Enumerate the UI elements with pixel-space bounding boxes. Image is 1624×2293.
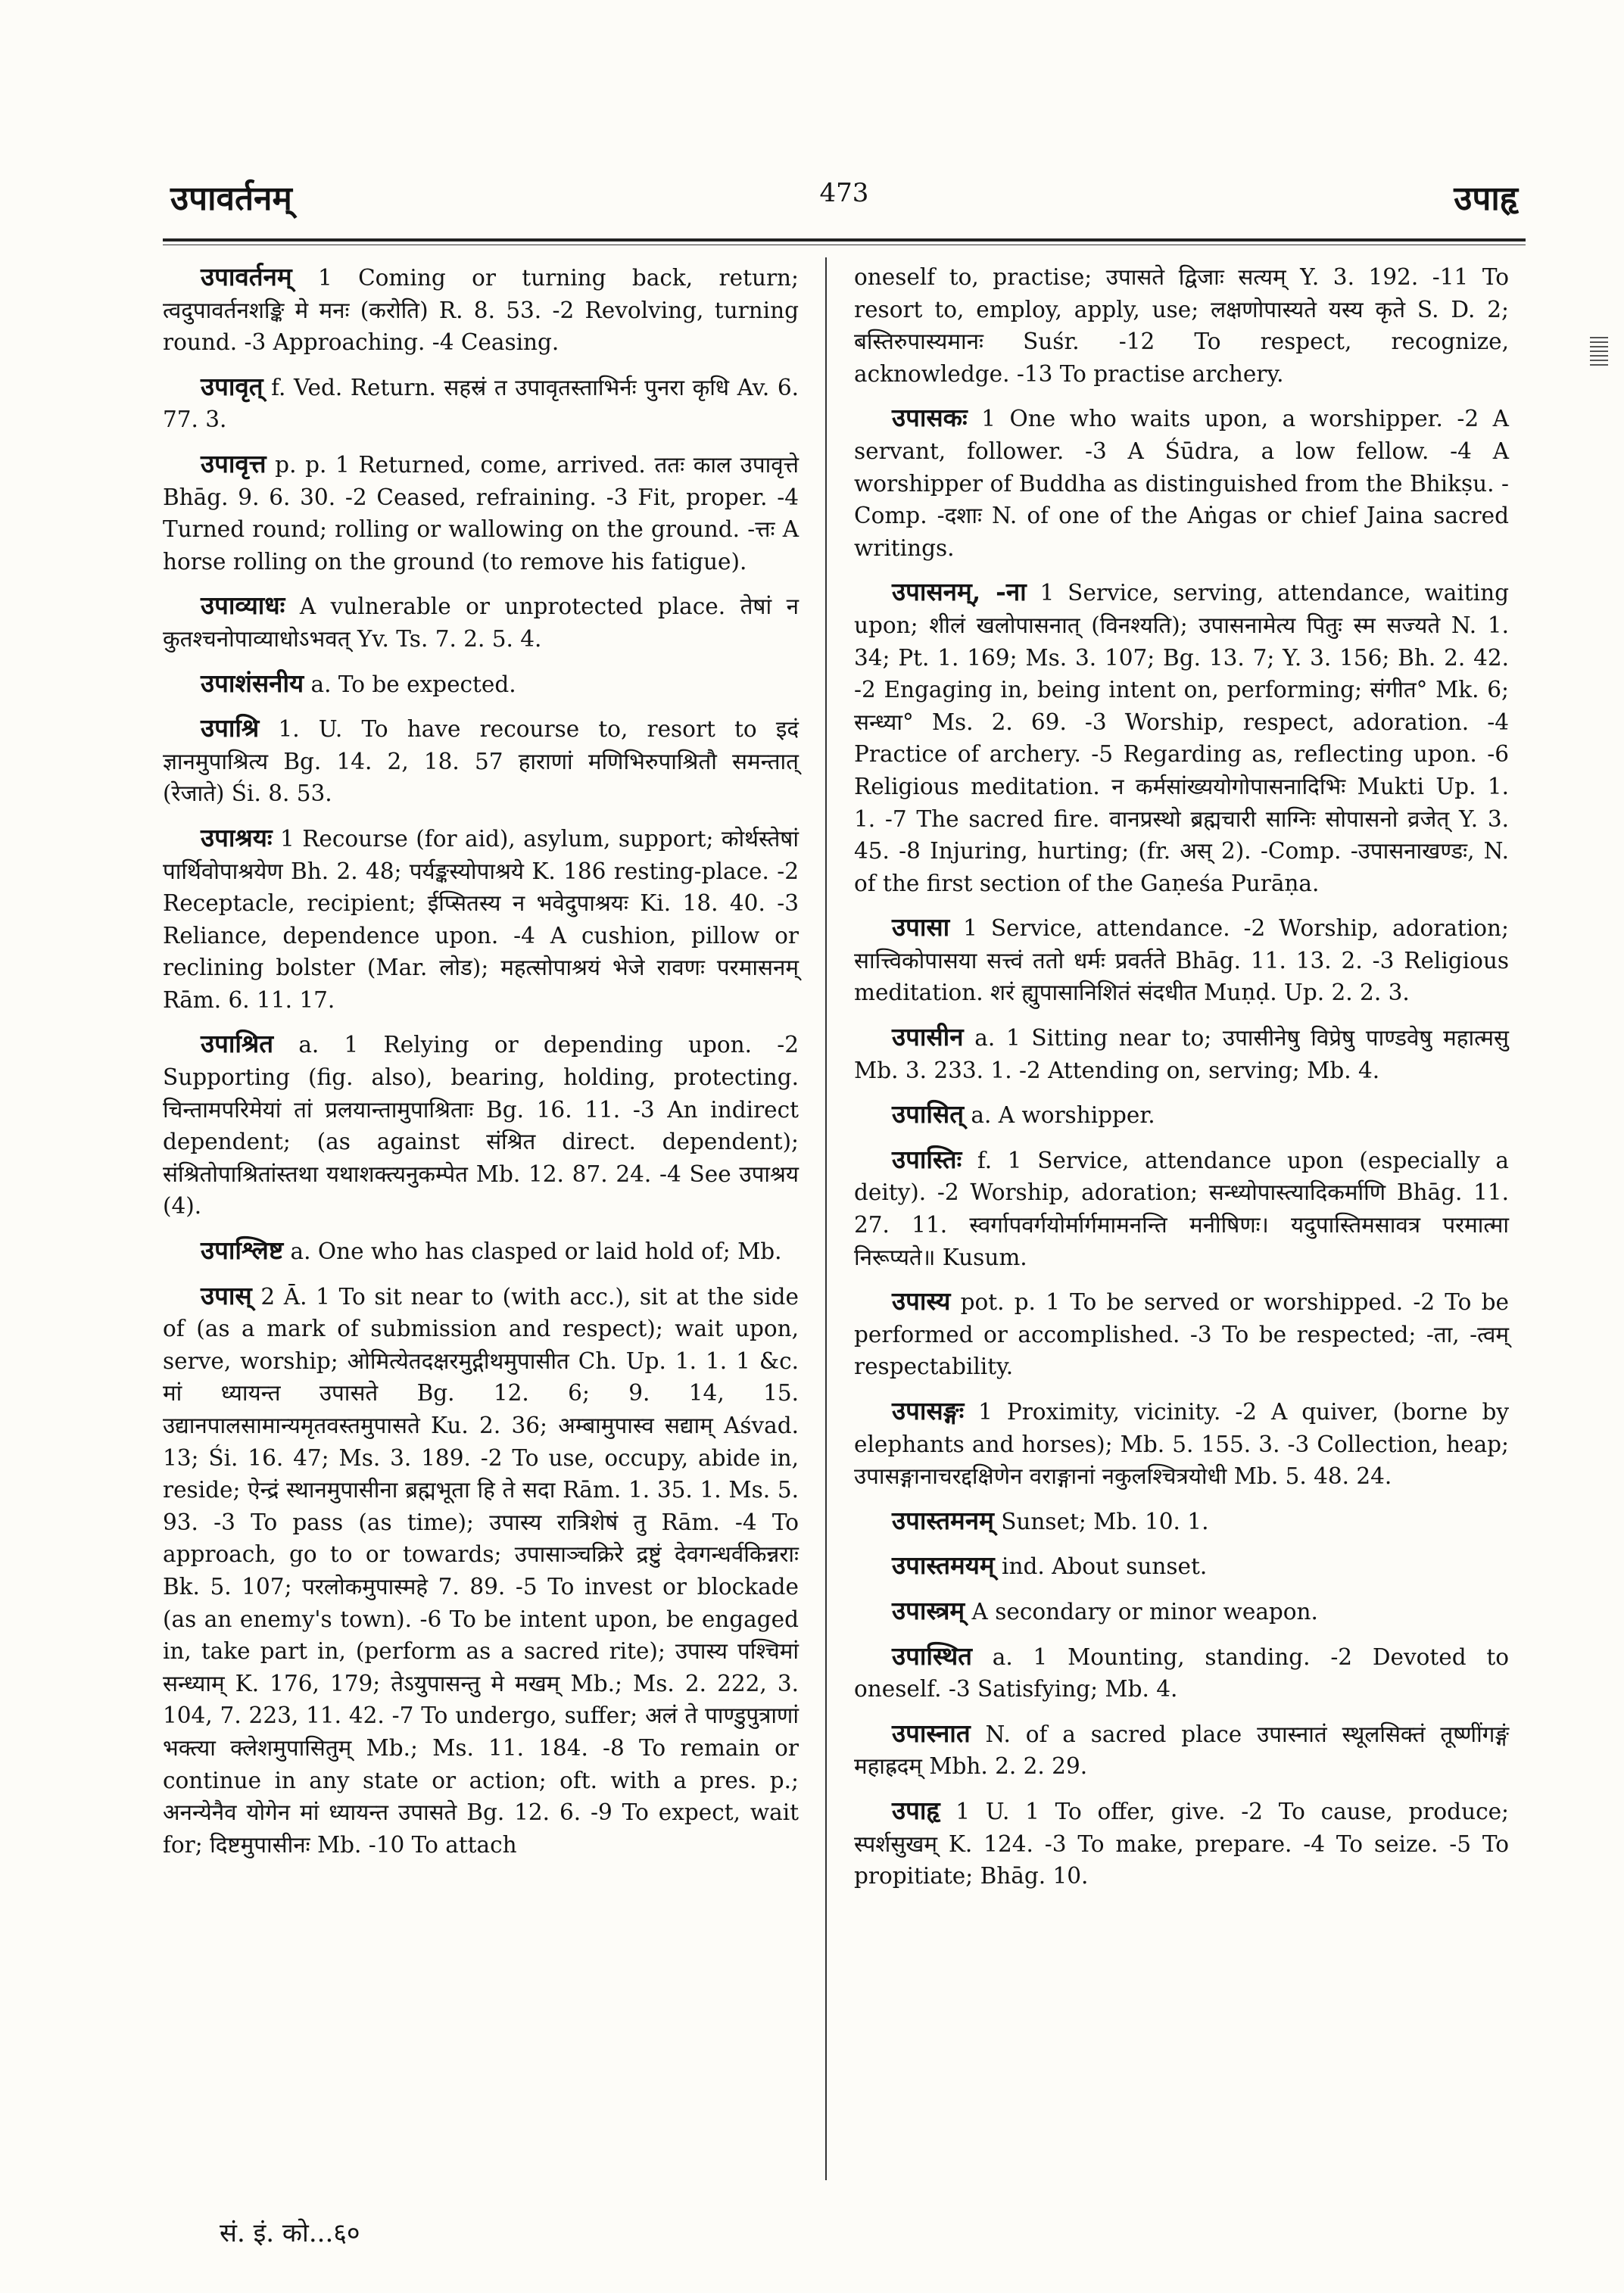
definition: 1 U. 1 To offer, give. -2 To cause, produce; स्पर्शसुखम् K. 124. -3 To make, prepare. -4 To seize. -5 To propitiate; Bhāg. 10. xyxy=(854,1798,1509,1890)
continued-entry: oneself to, practise; उपासते द्विजाः सत्यम् Y. 3. 192. -11 To resort to, employ, apply, use; लक्षणोपास्यते यस्य कृते S. D. 2; बस्तिरुपास्यमानः Suśr. -12 To respect, recognize, acknowledge. -13 To practise archery. xyxy=(854,264,1509,387)
headword: उपावर्तनम् xyxy=(201,262,292,291)
headword: उपासीन xyxy=(892,1022,964,1052)
dictionary-entry xyxy=(854,576,1509,899)
dictionary-entry xyxy=(854,911,1509,1009)
definition: 2 Ā. 1 To sit near to (with acc.), sit at the side of (as a mark of submission and respect); wait upon, serve, worship; ओमित्येतदक्षरमुद्गीथमुपासीत Ch. Up. 1. 1. 1 &c. मां ध्यायन्त उपासते Bg. 12. 6; 9. 14, 15. उद्यानपालसामान्यमृतवस्तमुपासते Ku. 2. 36; अम्बामुपास्व सद्याम् Aśvad. 13; Śi. 16. 47; Ms. 3. 189. -2 To use, occupy, abide in, reside; ऐन्द्रं स्थानमुपासीना ब्रह्मभूता हि ते सदा Rām. 1. 35. 1. Ms. 5. 93. -3 To pass (as time); उपास्य रात्रिशेषं तु Rām. -4 To approach, go to or towards; उपासाञ्चक्रिरे द्रष्टुं देवगन्धर्वकिन्नराः Bk. 5. 107; परलोकमुपास्महे 7. 89. -5 To invest or blockade (as an enemy's town). -6 To be intent upon, be engaged in, take part in, (perform as a sacred rite); उपास्य पश्चिमां सन्ध्याम् K. 176, 179; तेऽयुपासन्तु मे मखम् Mb.; Ms. 2. 222, 3. 104, 7. 223, 11. 42. -7 To undergo, suffer; अलं ते पाण्डुपुत्राणां भक्त्या क्लेशमुपासितुम् Mb.; Ms. 11. 184. -8 To remain or continue in any state or action; oft. with a pres. p.; अनन्येनैव योगेन मां ध्यायन्त उपासते Bg. 12. 6. -9 To expect, wait for; दिष्टमुपासीनः Mb. -10 To attach xyxy=(163,1283,799,1858)
dictionary-entry xyxy=(163,1235,799,1268)
headword: उपासङ्गः xyxy=(892,1396,965,1425)
dictionary-entry xyxy=(163,261,799,359)
dictionary-entry xyxy=(163,590,799,655)
headword: उपास् xyxy=(201,1280,252,1310)
definition: 1 Service, attendance. -2 Worship, adoration; सात्त्विकोपासया सत्त्वं ततो धर्मः प्रवर्तते Bhāg. 11. 13. 2. -3 Religious meditation. शरं ह्युपासानिशितं संदधीत Muṇḍ. Up. 2. 2. 3. xyxy=(854,915,1509,1006)
dictionary-entry xyxy=(854,402,1509,564)
headword: उपावृत्त xyxy=(201,448,267,478)
headword: उपास्य xyxy=(892,1286,951,1316)
definition: a. A worshipper. xyxy=(964,1102,1155,1129)
headword: उपाव्याधः xyxy=(201,590,285,621)
dictionary-entry xyxy=(163,448,799,578)
headword: उपाहृ xyxy=(892,1795,940,1825)
headword: उपासकः xyxy=(892,403,968,433)
headword: उपास्त्रम् xyxy=(892,1595,965,1625)
page-number: 473 xyxy=(819,178,869,208)
definition: a. 1 Relying or depending upon. -2 Supporting (fig. also), bearing, holding, protecting. चिन्तामपरिमेयां तां प्रलयान्तामुपाश्रिताः Bg. 16. 11. -3 An indirect dependent; (as against संश्रित direct. dependent); संश्रितोपाश्रितांस्तथा यथाशक्त्यनुकम्पेत Mb. 12. 87. 24. -4 See उपाश्रय (4). xyxy=(163,1032,799,1220)
page-header xyxy=(163,170,1526,231)
definition: f. 1 Service, attendance upon (especially a deity). -2 Worship, adoration; सन्ध्योपास्त्यादिकर्माणि Bhāg. 11. 27. 11. स्वर्गापवर्गयोर्मार्गमामनन्ति मनीषिणः। यदुपास्तिमसावत्र परमात्मा निरूप्यते॥ Kusum. xyxy=(854,1147,1509,1270)
dictionary-entry xyxy=(163,712,799,810)
definition: p. p. 1 Returned, come, arrived. ततः काल उपावृत्ते Bhāg. 9. 6. 30. -2 Ceased, refraining. -3 Fit, proper. -4 Turned round; rolling or wallowing on the ground. -त्तः A horse rolling on the ground (to remove his fatigue). xyxy=(163,451,799,575)
dictionary-entry xyxy=(854,1395,1509,1493)
headword: उपास्तमयम् xyxy=(892,1550,995,1581)
definition: a. 1 Mounting, standing. -2 Devoted to oneself. -3 Satisfying; Mb. 4. xyxy=(854,1643,1509,1703)
dictionary-entry xyxy=(854,1285,1509,1383)
headword: उपाश्रि xyxy=(201,713,260,743)
dictionary-entry xyxy=(163,371,799,436)
headword: उपावृत् xyxy=(201,371,263,401)
dictionary-entry xyxy=(163,1028,799,1223)
dictionary-entry xyxy=(854,1795,1509,1893)
dictionary-entry xyxy=(854,1505,1509,1538)
footer-signature: सं. इं. को...६० xyxy=(220,2218,360,2248)
headword: उपास्नात xyxy=(892,1718,971,1748)
header-rule-thick xyxy=(163,238,1526,241)
definition: 1 Recourse (for aid), asylum, support; कोर्थस्तेषां पार्थिवोपाश्रयेण Bh. 2. 48; पर्यङ्कस्योपाश्रये K. 186 resting-place. -2 Receptacle, recipient; ईप्सितस्य न भवेदुपाश्रयः Ki. 18. 40. -3 Reliance, dependence upon. -4 A cushion, pillow or reclining bolster (Mar. लोड); महत्सोपाश्रयं भेजे रावणः परमासनम् Rām. 6. 11. 17. xyxy=(163,825,799,1013)
headword: उपास्थित xyxy=(892,1640,972,1671)
dictionary-entry xyxy=(854,1595,1509,1628)
dictionary-entry xyxy=(854,1550,1509,1583)
headword: उपासित् xyxy=(892,1099,965,1129)
headword: उपाश्लिष्ट xyxy=(201,1235,284,1266)
column-divider xyxy=(825,257,827,2180)
definition: 1. U. To have recourse to, resort to इदं ज्ञानमुपाश्रित्य Bg. 14. 2, 18. 57 हाराणां मणिभिरुपाश्रितौ समन्तात् (रेजाते) Śi. 8. 53. xyxy=(163,716,799,807)
dictionary-entry xyxy=(854,1718,1509,1783)
definition: N. of a sacred place उपास्नातं स्थूलसिक्तं तूष्णींगङ्गं महाह्रदम् Mbh. 2. 2. 29. xyxy=(854,1721,1509,1780)
dictionary-entry xyxy=(854,1640,1509,1706)
headword: उपास्तमनम् xyxy=(892,1505,994,1535)
definition: 1 Coming or turning back, return; त्वदुपावर्तनशङ्कि मे मनः (करोति) R. 8. 53. -2 Revolving, turning round. -3 Approaching. -4 Ceasing. xyxy=(163,265,799,356)
definition: a. To be expected. xyxy=(304,671,516,697)
dictionary-entry xyxy=(854,1144,1509,1273)
definition: A secondary or minor weapon. xyxy=(965,1598,1318,1625)
headword: उपास्तिः xyxy=(892,1144,962,1174)
definition: pot. p. 1 To be served or worshipped. -2 To be performed or accomplished. -3 To be respected; -ता, -त्वम् respectability. xyxy=(854,1289,1509,1380)
right-column xyxy=(854,261,1509,1905)
definition: a. One who has clasped or laid hold of; Mb. xyxy=(283,1238,782,1265)
dictionary-entry xyxy=(854,1021,1509,1086)
headword: उपाशंसनीय xyxy=(201,668,304,698)
left-column xyxy=(163,261,799,1873)
right-guide-word: उपाहृ xyxy=(1454,179,1518,218)
headword: उपासा xyxy=(892,912,950,942)
definition: 1 Proximity, vicinity. -2 A quiver, (borne by elephants and horses); Mb. 5. 155. 3. -3 Collection, heap; उपासङ्गानाचरद्दक्षिणेन वराङ्गानां नकुलश्चित्रयोधी Mb. 5. 48. 24. xyxy=(854,1399,1509,1490)
dictionary-entry xyxy=(163,1280,799,1862)
dictionary-entry xyxy=(163,668,799,701)
headword: उपाश्रयः xyxy=(201,822,273,852)
dictionary-entry xyxy=(163,822,799,1017)
headword: उपासनम्, -ना xyxy=(892,577,1027,607)
headword: उपाश्रित xyxy=(201,1029,274,1059)
definition: a. 1 Sitting near to; उपासीनेषु विप्रेषु पाण्डवेषु महात्मसु Mb. 3. 233. 1. -2 Attending on, serving; Mb. 4. xyxy=(854,1025,1509,1083)
definition: 1 One who waits upon, a worshipper. -2 A servant, follower. -3 A Śūdra, a low fellow. -4 A worshipper of Buddha as distinguished from the Bhikṣu. -Comp. -दशाः N. of one of the Aṅgas or chief Jaina sacred writings. xyxy=(854,406,1509,561)
definition: A vulnerable or unprotected place. तेषां न कुतश्चनोपाव्याधोऽभवत् Yv. Ts. 7. 2. 5. 4. xyxy=(163,594,799,652)
definition: ind. About sunset. xyxy=(994,1553,1208,1580)
left-guide-word: उपावर्तनम् xyxy=(170,179,292,218)
definition: f. Ved. Return. सहस्रं त उपावृतस्ताभिर्नः पुनरा कृधि Av. 6. 77. 3. xyxy=(163,374,799,433)
margin-tick-marks xyxy=(1590,337,1608,367)
definition: 1 Service, serving, attendance, waiting upon; शीलं खलोपासनात् (विनश्यति); उपासनामेत्य पितुः स्म सज्यते N. 1. 34; Pt. 1. 169; Ms. 3. 107; Bg. 13. 7; Y. 3. 156; Bh. 2. 42. -2 Engaging in, being intent on, performing; संगीत° Mk. 6; सन्ध्या° Ms. 2. 69. -3 Worship, respect, adoration. -4 Practice of archery. -5 Regarding as, reflecting upon. -6 Religious meditation. न कर्मसांख्ययोगोपासनादिभिः Mukti Up. 1. 1. -7 The sacred fire. वानप्रस्थो ब्रह्मचारी साग्निः सोपासनो व्रजेत् Y. 3. 45. -8 Injuring, hurting; (fr. अस् 2). -Comp. -उपासनाखण्डः, N. of the first section of the Gaṇeśa Purāṇa. xyxy=(854,580,1509,896)
dictionary-entry xyxy=(854,1098,1509,1132)
definition: Sunset; Mb. 10. 1. xyxy=(993,1508,1209,1534)
